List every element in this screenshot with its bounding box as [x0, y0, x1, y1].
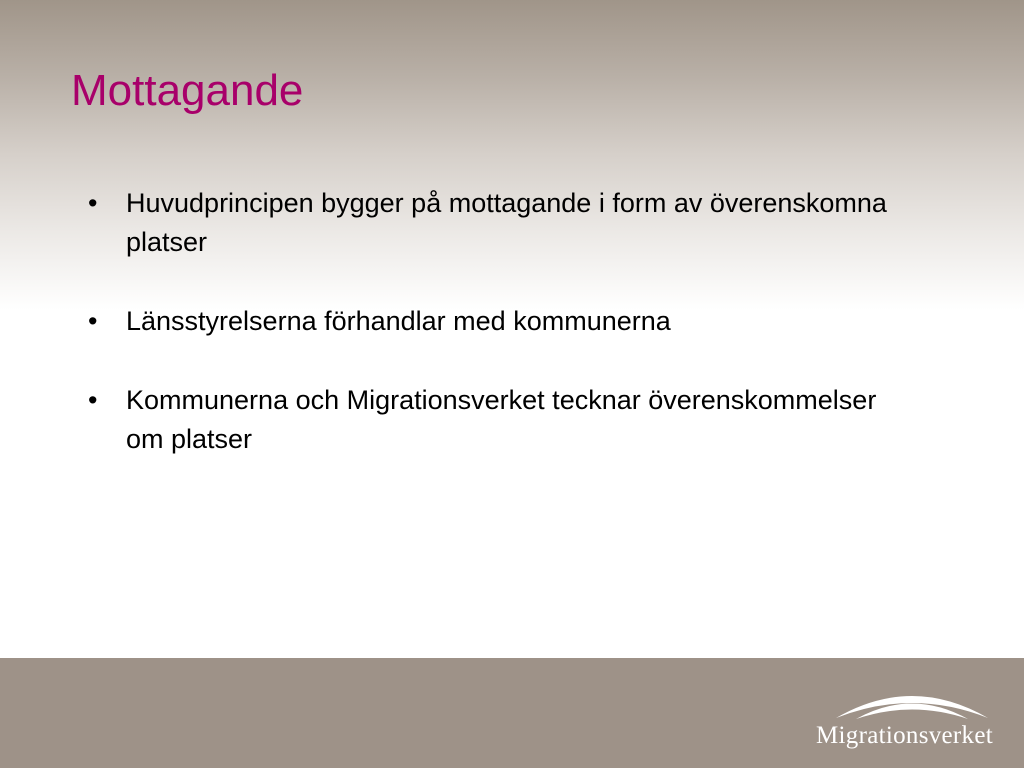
bullet-marker: • — [88, 306, 98, 336]
bullet-marker: • — [88, 188, 98, 218]
bullet-list — [88, 184, 918, 459]
arch-logo-icon — [828, 678, 996, 720]
bullet-item — [88, 184, 918, 262]
logo-wordmark: Migrationsverket — [816, 722, 993, 749]
migrationsverket-logo — [816, 678, 1002, 750]
bullet-text: Länsstyrelserna förhandlar med kommunerna — [126, 306, 671, 336]
bullet-marker: • — [88, 385, 98, 415]
bullet-item — [88, 381, 918, 459]
bullet-text: Huvudprincipen bygger på mottagande i form av överenskomna platser — [126, 188, 887, 257]
bullet-text: Kommunerna och Migrationsverket tecknar överenskommelser om platser — [126, 385, 877, 454]
bullet-item — [88, 302, 918, 341]
slide-title: Mottagande — [71, 66, 304, 115]
footer-band — [0, 658, 1024, 768]
